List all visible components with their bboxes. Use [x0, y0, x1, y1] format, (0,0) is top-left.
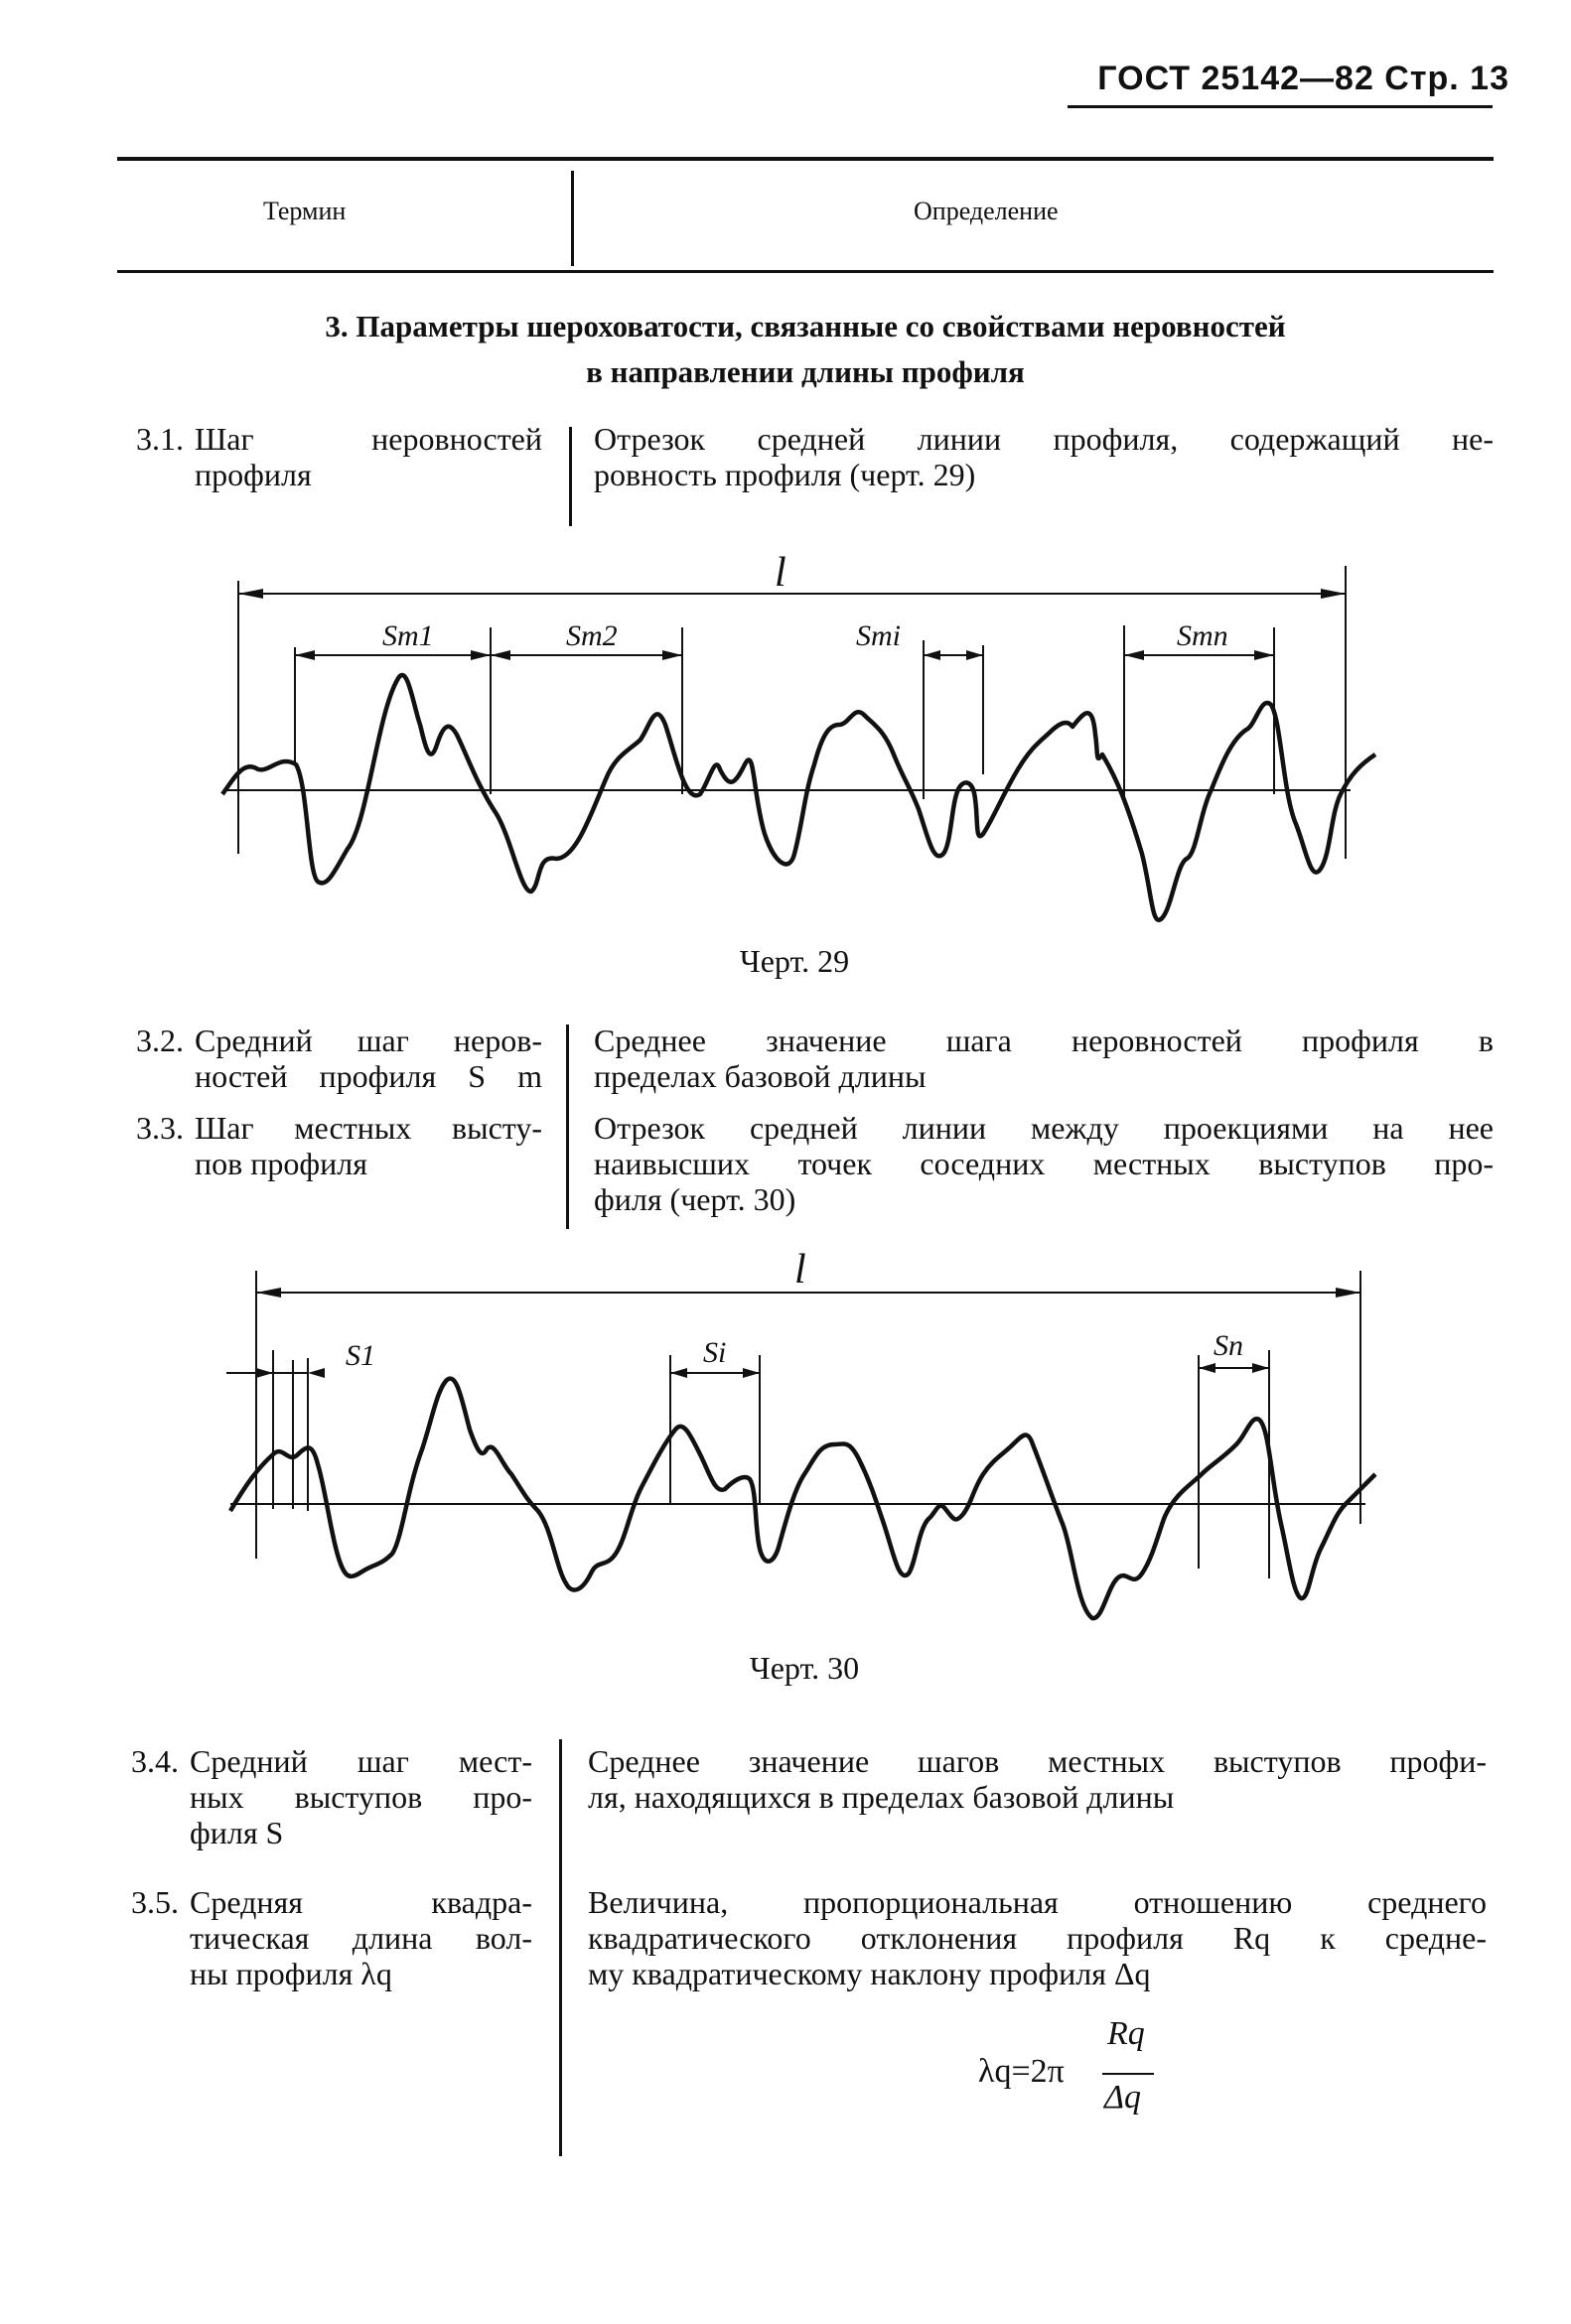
- term-line: профиля: [195, 457, 312, 492]
- formula: [978, 2015, 1197, 2124]
- smn-arrow-left: [1124, 650, 1144, 660]
- label-s1: S1: [346, 1339, 375, 1372]
- term-line: Средний шаг мест-: [190, 1743, 532, 1779]
- definition-line: Среднее значение шагов местных выступов профи-: [588, 1743, 1487, 1779]
- item-term: [190, 1743, 532, 1850]
- item-definition: [594, 1110, 1494, 1217]
- item-definition: [588, 1884, 1487, 1991]
- column-divider: [569, 427, 572, 526]
- label-sm1: Sm1: [382, 619, 434, 652]
- figure-29: [209, 556, 1400, 923]
- profile-curve-29: [222, 675, 1375, 920]
- sm1-arrow-right: [471, 650, 491, 660]
- item-term: [195, 1110, 542, 1181]
- formula-denominator: Δq: [1104, 2079, 1141, 2116]
- item-number: 3.5.: [131, 1884, 179, 1920]
- table-header-rule: [117, 270, 1494, 273]
- column-divider: [566, 1025, 569, 1229]
- formula-fraction-bar: [1102, 2073, 1154, 2075]
- label-si: Si: [703, 1336, 727, 1369]
- header-underline: [1068, 105, 1493, 108]
- term-line: тическая длина вол-: [190, 1920, 532, 1956]
- label-sn: Sn: [1214, 1329, 1243, 1362]
- l-arrow-right: [1336, 1288, 1360, 1298]
- item-definition: [594, 421, 1494, 492]
- item-number: 3.2.: [136, 1023, 184, 1058]
- term-line: Шаг неровностей: [195, 421, 542, 457]
- column-divider: [559, 1739, 562, 2156]
- item-term: [195, 421, 542, 492]
- term-line: ностей профиля S m: [195, 1058, 542, 1094]
- definition-line: филя (черт. 30): [594, 1181, 796, 1217]
- term-line: пов профиля: [195, 1146, 367, 1181]
- label-smi: Smi: [856, 619, 901, 652]
- item-number: 3.3.: [136, 1110, 184, 1146]
- term-line: ных выступов про-: [190, 1779, 532, 1815]
- s1-arrow-right: [308, 1368, 325, 1378]
- column-header-definition: Определение: [914, 197, 1059, 225]
- label-sm2: Sm2: [566, 619, 618, 652]
- label-l-29: l: [775, 556, 786, 596]
- item-number: 3.1.: [136, 421, 184, 457]
- sn-arrow-right: [1252, 1363, 1269, 1373]
- figure-30: [209, 1251, 1400, 1648]
- item-number: 3.4.: [131, 1743, 179, 1779]
- term-line: филя S: [190, 1815, 284, 1850]
- item-definition: [588, 1743, 1487, 1815]
- figure-29-caption: Черт. 29: [739, 943, 850, 979]
- term-line: ны профиля λq: [190, 1956, 392, 1991]
- si-arrow-left: [670, 1368, 687, 1378]
- smi-arrow-left: [924, 650, 940, 660]
- definition-line: наивысших точек соседних местных выступов про-: [594, 1146, 1494, 1181]
- item-definition: [594, 1023, 1494, 1094]
- label-smn: Smn: [1177, 619, 1228, 652]
- definition-line: пределах базовой длины: [594, 1058, 927, 1094]
- si-arrow-right: [743, 1368, 760, 1378]
- column-header-term: Термин: [263, 197, 347, 225]
- definition-line: Величина, пропорциональная отношению среднего: [588, 1884, 1487, 1920]
- smn-arrow-right: [1254, 650, 1274, 660]
- section-title: [117, 304, 1494, 395]
- l-arrow-left: [256, 1288, 281, 1298]
- s1-arrow-in: [256, 1368, 273, 1378]
- profile-curve-30: [230, 1379, 1375, 1618]
- definition-line: Отрезок средней линии между проекциями на нее: [594, 1110, 1494, 1146]
- page-header: ГОСТ 25142—82 Стр. 13: [1097, 60, 1509, 97]
- section-title-line-1: 3. Параметры шероховатости, связанные со свойствами неровностей: [325, 309, 1286, 343]
- formula-lhs: λq=2π: [978, 2053, 1065, 2090]
- item-term: [195, 1023, 542, 1094]
- l-arrow-left: [238, 589, 263, 599]
- table-header-divider: [571, 171, 574, 266]
- definition-line: ля, находящихся в пределах базовой длины: [588, 1779, 1175, 1815]
- definition-line: му квадратическому наклону профиля Δq: [588, 1956, 1151, 1991]
- label-l-30: l: [794, 1251, 806, 1293]
- definition-line: ровность профиля (черт. 29): [594, 457, 976, 492]
- item-term: [190, 1884, 532, 1991]
- sm2-arrow-right: [662, 650, 682, 660]
- table-top-rule: [117, 157, 1494, 161]
- sm2-arrow-left: [491, 650, 510, 660]
- term-line: Средняя квадра-: [190, 1884, 532, 1920]
- l-arrow-right: [1321, 589, 1346, 599]
- term-line: Шаг местных высту-: [195, 1110, 542, 1146]
- section-title-line-2: в направлении длины профиля: [586, 354, 1025, 389]
- figure-30-caption: Черт. 30: [749, 1650, 860, 1686]
- smi-arrow-right: [966, 650, 983, 660]
- sm1-arrow-left: [295, 650, 315, 660]
- term-line: Средний шаг неров-: [195, 1023, 542, 1058]
- formula-numerator: Rq: [1107, 2015, 1145, 2052]
- sn-arrow-left: [1199, 1363, 1215, 1373]
- definition-line: Среднее значение шага неровностей профиля в: [594, 1023, 1494, 1058]
- definition-line: Отрезок средней линии профиля, содержащий не-: [594, 421, 1494, 457]
- definition-line: квадратического отклонения профиля Rq к средне-: [588, 1920, 1487, 1956]
